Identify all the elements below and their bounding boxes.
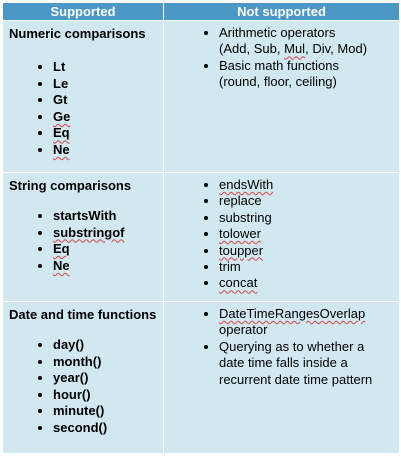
category-title: Numeric comparisons xyxy=(9,26,146,41)
supported-item: • startsWith xyxy=(53,208,157,225)
not-supported-item-line xyxy=(219,177,273,192)
supported-list xyxy=(9,208,157,274)
not-supported-item-line: Basic math functions xyxy=(219,57,339,73)
not-supported-item xyxy=(219,275,395,291)
not-supported-item xyxy=(219,243,395,259)
support-table xyxy=(2,2,400,454)
not-supported-item xyxy=(219,25,395,58)
not-supported-item-line: recurrent date time pattern xyxy=(219,371,373,387)
not-supported-item xyxy=(219,306,395,339)
supported-item xyxy=(53,109,157,126)
spellcheck-flagged-word: substringof xyxy=(53,224,125,240)
not-supported-list xyxy=(164,25,395,91)
supported-item xyxy=(53,142,157,159)
supported-item: • Lt xyxy=(53,59,157,76)
not-supported-item-line: Querying as to whether a xyxy=(219,338,365,354)
category-title: Date and time functions xyxy=(9,307,157,322)
not-supported-item xyxy=(219,193,395,209)
not-supported-item-line: substring xyxy=(219,209,272,225)
spellcheck-flagged-word: Ne xyxy=(53,141,70,157)
spellcheck-flagged-word: Ne xyxy=(53,257,70,273)
supported-item: • second() xyxy=(53,420,157,437)
supported-item xyxy=(53,125,157,142)
not-supported-item-line xyxy=(219,226,261,241)
spellcheck-flagged-word: tolower xyxy=(219,226,261,242)
not-supported-item-line: trim xyxy=(219,259,241,275)
spellcheck-flagged-word: endsWith xyxy=(219,177,274,192)
spellcheck-flagged-word: Eq xyxy=(53,125,70,141)
category-title: String comparisons xyxy=(9,178,132,193)
row-string-comparisons xyxy=(3,173,400,302)
supported-item: • month() xyxy=(53,354,157,371)
not-supported-item-line: operator xyxy=(219,322,268,338)
not-supported-cell-datetime xyxy=(164,302,400,454)
supported-item: • Gt xyxy=(53,92,157,109)
not-supported-item-line: replace xyxy=(219,193,262,209)
not-supported-item-line xyxy=(219,275,257,290)
spellcheck-flagged-word: concat xyxy=(219,275,258,291)
not-supported-item xyxy=(219,177,395,193)
header-row xyxy=(3,3,400,21)
row-numeric-comparisons xyxy=(3,21,400,173)
supported-list xyxy=(9,337,157,437)
not-supported-item xyxy=(219,226,395,242)
not-supported-list xyxy=(164,306,395,388)
header-supported: Supported xyxy=(3,3,164,21)
supported-cell-numeric xyxy=(3,21,164,173)
not-supported-item xyxy=(219,259,395,275)
not-supported-item-line: Arithmetic operators xyxy=(219,25,336,40)
spellcheck-flagged-word: Eq xyxy=(53,241,70,257)
supported-item: • year() xyxy=(53,370,157,387)
spellcheck-flagged-word: Ge xyxy=(53,108,71,124)
supported-item: • day() xyxy=(53,337,157,354)
spellcheck-flagged-word: DateTimeRangesOverlap xyxy=(219,306,366,321)
supported-item: • Le xyxy=(53,76,157,93)
not-supported-cell-numeric xyxy=(164,21,400,173)
not-supported-cell-string xyxy=(164,173,400,302)
supported-cell-string xyxy=(3,173,164,302)
supported-list xyxy=(9,59,157,159)
supported-item: • hour() xyxy=(53,387,157,404)
not-supported-item-line xyxy=(219,306,365,321)
row-date-time-functions xyxy=(3,302,400,454)
supported-item xyxy=(53,258,157,275)
spellcheck-flagged-word: Mul xyxy=(284,41,306,57)
supported-item: • minute() xyxy=(53,403,157,420)
not-supported-item-line xyxy=(219,243,263,258)
supported-item xyxy=(53,241,157,258)
not-supported-item-line: date time falls inside a xyxy=(219,355,348,371)
header-not-supported: Not supported xyxy=(164,3,400,21)
not-supported-item-line: (Add, Sub, Mul, Div, Mod) xyxy=(219,41,368,57)
not-supported-item xyxy=(219,339,395,388)
not-supported-item xyxy=(219,210,395,226)
supported-cell-datetime xyxy=(3,302,164,454)
not-supported-item xyxy=(219,58,395,91)
not-supported-list xyxy=(164,177,395,292)
not-supported-item-line: (round, floor, ceiling) xyxy=(219,74,337,90)
supported-item xyxy=(53,225,157,242)
spellcheck-flagged-word: toupper xyxy=(219,242,264,258)
